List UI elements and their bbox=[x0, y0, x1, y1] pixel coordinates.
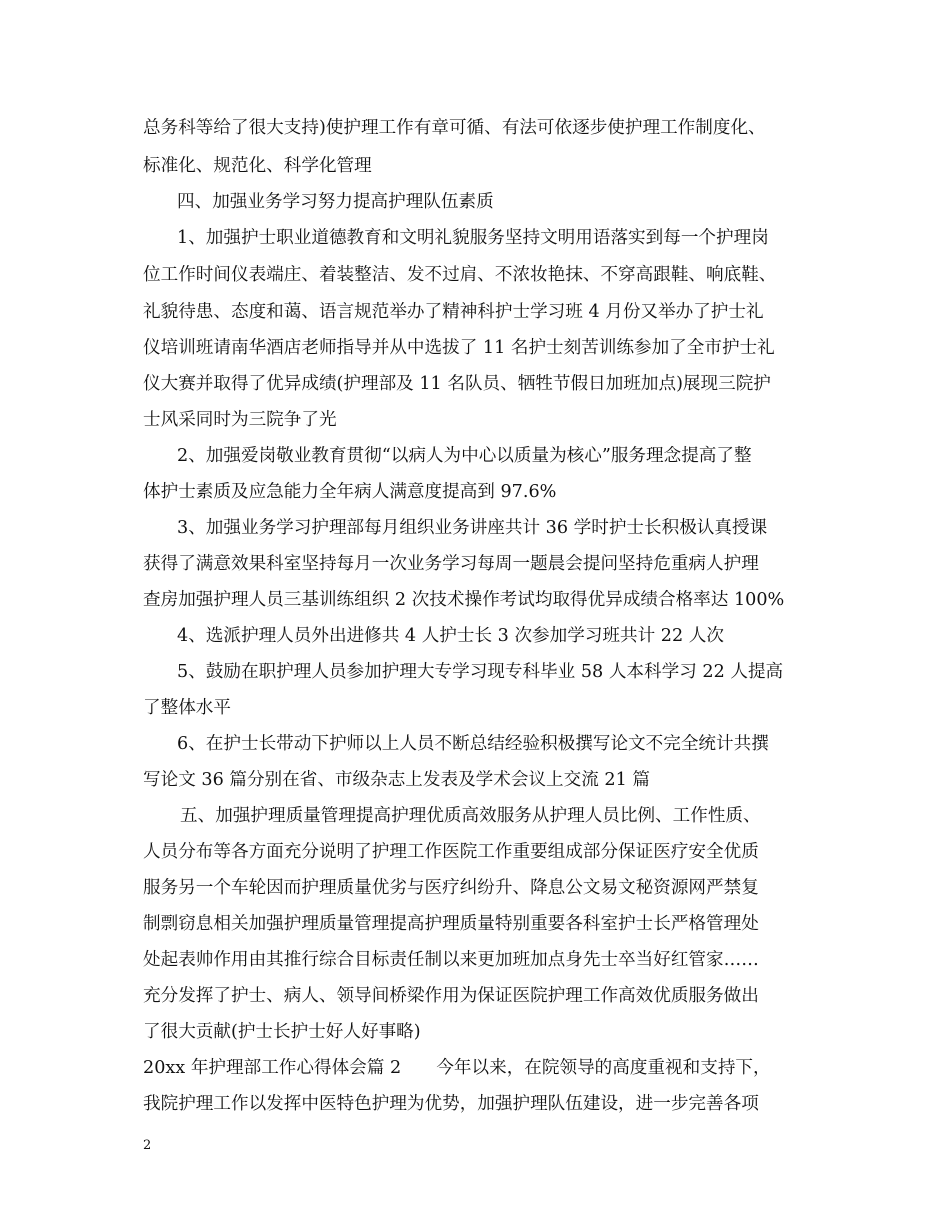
section-heading: 五、加强护理质量管理提高护理优质高效服务从护理人员比例、工作性质、 bbox=[180, 806, 761, 826]
text-line: 仪培训班请南华酒店老师指导并从中选拔了 11 名护士刻苦训练参加了全市护士礼 bbox=[143, 338, 775, 358]
text-line: 2、加强爱岗敬业教育贯彻“以病人为中心以质量为核心”服务理念提高了整 bbox=[177, 446, 752, 466]
text-line: 服务另一个车轮因而护理质量优劣与医疗纠纷升、降息公文易文秘资源网严禁复 bbox=[143, 878, 759, 898]
text-line: 了整体水平 bbox=[143, 698, 231, 718]
text-line: 6、在护士长带动下护师以上人员不断总结经验积极撰写论文不完全统计共撰 bbox=[177, 734, 769, 754]
text-line: 我院护理工作以发挥中医特色护理为优势，加强护理队伍建设，进一步完善各项 bbox=[143, 1094, 759, 1114]
text-line: 仪大赛并取得了优异成绩(护理部及 11 名队员、牺牲节假日加班加点)展现三院护 bbox=[143, 374, 771, 394]
text-line: 充分发挥了护士、病人、领导间桥梁作用为保证医院护理工作高效优质服务做出 bbox=[143, 986, 759, 1006]
text-line: 士风采同时为三院争了光 bbox=[143, 410, 337, 430]
text-line: 写论文 36 篇分别在省、市级杂志上发表及学术会议上交流 21 篇 bbox=[143, 770, 650, 790]
text-line: 查房加强护理人员三基训练组织 2 次技术操作考试均取得优异成绩合格率达 100% bbox=[143, 590, 785, 610]
text-line: 获得了满意效果科室坚持每月一次业务学习每周一题晨会提问坚持危重病人护理 bbox=[143, 554, 759, 574]
text-line: 5、鼓励在职护理人员参加护理大专学习现专科毕业 58 人本科学习 22 人提高 bbox=[177, 662, 784, 682]
text-line: 1、加强护士职业道德教育和文明礼貌服务坚持文明用语落实到每一个护理岗 bbox=[177, 228, 769, 248]
text-line: 标准化、规范化、科学化管理 bbox=[143, 156, 372, 176]
text-line: 体护士素质及应急能力全年病人满意度提高到 97.6% bbox=[143, 482, 557, 502]
section-heading: 四、加强业务学习努力提高护理队伍素质 bbox=[177, 192, 494, 212]
text-line: 位工作时间仪表端庄、着装整洁、发不过肩、不浓妆艳抹、不穿高跟鞋、响底鞋、 bbox=[143, 265, 777, 285]
page-number: 2 bbox=[143, 1138, 152, 1153]
text-line: 20xx 年护理部工作心得体会篇 2 今年以来，在院领导的高度重视和支持下， bbox=[143, 1058, 771, 1078]
text-line: 处起表帅作用由其推行综合目标责任制以来更加班加点身先士卒当好红管家…… bbox=[143, 950, 759, 970]
text-line: 总务科等给了很大支持)使护理工作有章可循、有法可依逐步使护理工作制度化、 bbox=[143, 118, 766, 138]
text-line: 人员分布等各方面充分说明了护理工作医院工作重要组成部分保证医疗安全优质 bbox=[143, 842, 759, 862]
text-line: 3、加强业务学习护理部每月组织业务讲座共计 36 学时护士长积极认真授课 bbox=[177, 518, 768, 538]
text-line: 了很大贡献(护士长护士好人好事略) bbox=[143, 1022, 421, 1042]
text-line: 制剽窃息相关加强护理质量管理提高护理质量特别重要各科室护士长严格管理处 bbox=[143, 914, 759, 934]
text-line: 4、选派护理人员外出进修共 4 人护士长 3 次参加学习班共计 22 人次 bbox=[177, 626, 724, 646]
text-line: 礼貌待患、态度和蔼、语言规范举办了精神科护士学习班 4 月份又举办了护士礼 bbox=[143, 302, 764, 322]
